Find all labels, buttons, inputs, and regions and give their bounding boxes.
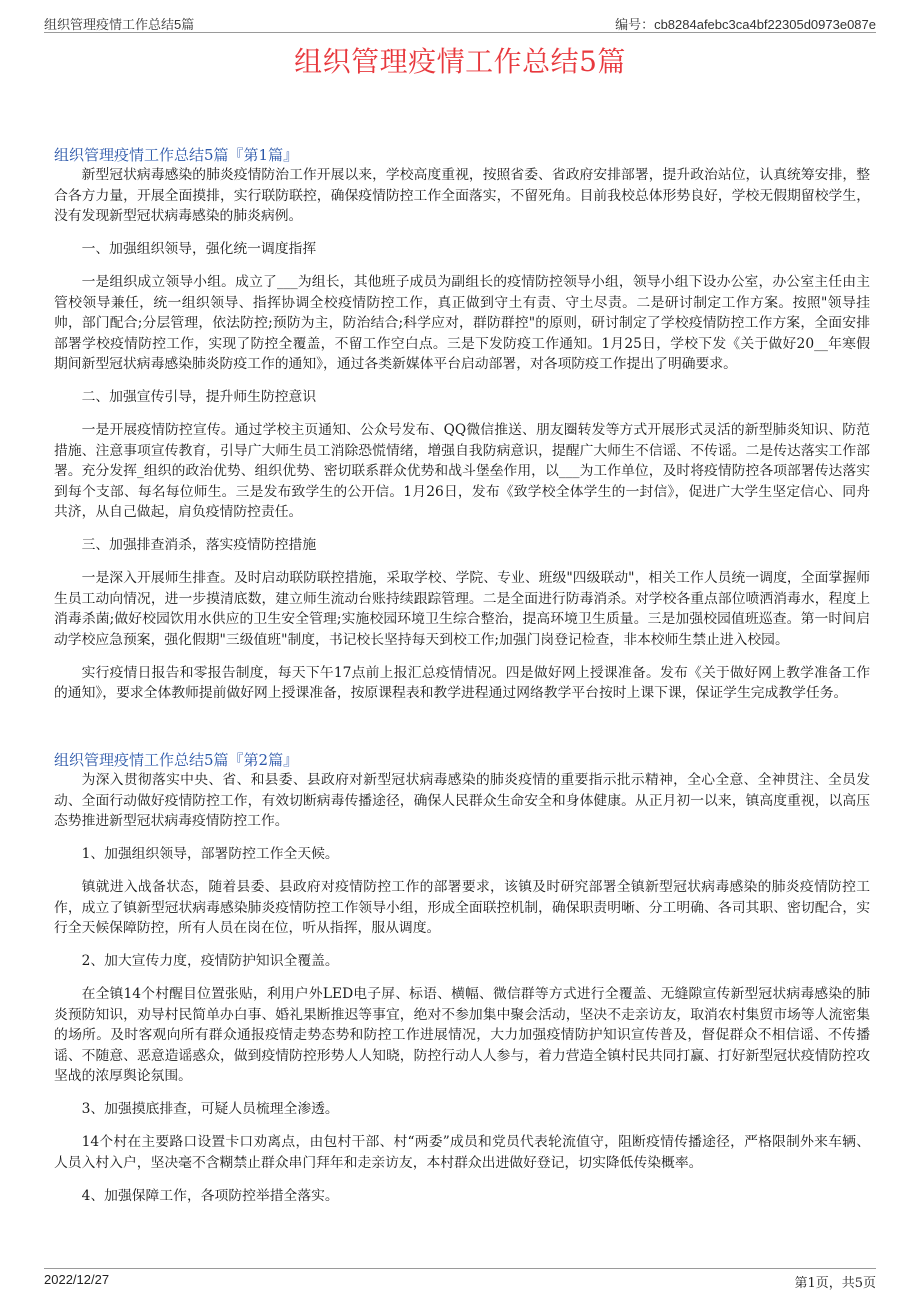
subheading: 2、加大宣传力度，疫情防护知识全覆盖。 (81, 953, 339, 969)
paragraph: 一是深入开展师生排查。及时启动联防联控措施，采取学校、学院、专业、班级"四级联动"，相关工作人员统一调度，全面掌握师生员工动向情况，进一步摸清底数，建立师生流动台账持续跟踪管理。二是全面进行防毒消杀。对学校各重点部位喷洒消毒水，程度上消毒杀菌;做好校园饮用水供应的卫生安全管理;实施校园环境卫生综合整治，提高环境卫生质量。三是加强校园值班巡查。第一时间启动学校应急预案，强化假期"三级值班"制度，书记校长坚持每天到校工作;加强门岗登记检查，非本校师生禁止进入校园。 (54, 570, 870, 648)
page-title: 组织管理疫情工作总结5篇 (294, 45, 626, 78)
subheading: 二、加强宣传引导，提升师生防控意识 (81, 389, 317, 405)
header-doc-code: 编号：cb8284afebc3ca4bf22305d0973e087e (615, 17, 876, 32)
subheading: 一、加强组织领导，强化统一调度指挥 (81, 241, 317, 257)
section-gap (54, 716, 870, 750)
header-doc-name: 组织管理疫情工作总结5篇 (44, 17, 195, 32)
page-footer (44, 1268, 876, 1289)
section-1 (54, 145, 870, 704)
paragraph: 14个村在主要路口设置卡口劝离点，由包村干部、村“两委”成员和党员代表轮流值守，阻断疫情传播途径，严格限制外来车辆、人员入村入户，坚决毫不含糊禁止群众串门拜年和走亲访友，本村群众出进做好登记，切实降低传染概率。 (54, 1134, 870, 1171)
subheading: 三、加强排查消杀，落实疫情防控措施 (81, 537, 317, 553)
document-body (54, 145, 870, 1219)
subheading: 1、加强组织领导，部署防控工作全天候。 (81, 846, 339, 862)
subheading: 3、加强摸底排查，可疑人员梳理全渗透。 (81, 1101, 339, 1117)
section-1-heading: 组织管理疫情工作总结5篇『第1篇』 (54, 146, 299, 164)
footer-date: 2022/12/27 (44, 1272, 110, 1287)
paragraph: 在全镇14个村醒目位置张贴，利用户外LED电子屏、标语、横幅、微信群等方式进行全覆盖、无缝隙宣传新型冠状病毒感染的肺炎预防知识，劝导村民简单办白事、婚礼果断推迟等事宜，绝对不参加集中聚会活动，坚决不走亲访友，取消农村集贸市场等人流密集的场所。及时客观向所有群众通报疫情走势态势和防控工作进展情况，大力加强疫情防护知识宣传普及，督促群众不相信谣、不传播谣、不随意、恶意造谣惑众，做到疫情防控形势人人知晓，防控行动人人参与，着力营造全镇村民共同打赢、打好新型冠状疫情防控攻坚战的浓厚舆论氛围。 (54, 986, 870, 1084)
subheading: 4、加强保障工作，各项防控举措全落实。 (81, 1187, 339, 1204)
paragraph: 为深入贯彻落实中央、省、和县委、县政府对新型冠状病毒感染的肺炎疫情的重要指示批示精神，全心全意、全神贯注、全员发动、全面行动做好疫情防控工作，有效切断病毒传播途径，确保人民群众生命安全和身体健康。从正月初一以来，镇高度重视，以高压态势推进新型冠状病毒疫情防控工作。 (54, 772, 870, 829)
paragraph: 一是开展疫情防控宣传。通过学校主页通知、公众号发布、QQ微信推送、朋友圈转发等方式开展形式灵活的新型肺炎知识、防范措施、注意事项宣传教育，引导广大师生员工消除恐慌情绪，增强自我防病意识，提醒广大师生不信谣、不传谣。二是传达落实工作部署。充分发挥_组织的政治优势、组织优势、密切联系群众优势和战斗堡垒作用，以___为工作单位，及时将疫情防控各项部署传达落实到每个支部、每名每位师生。三是发布致学生的公开信。1月26日，发布《致学校全体学生的一封信》，促进广大学生坚定信心、同舟共济，从自己做起，肩负疫情防控责任。 (54, 422, 870, 520)
section-2-heading: 组织管理疫情工作总结5篇『第2篇』 (54, 751, 299, 769)
paragraph: 新型冠状病毒感染的肺炎疫情防治工作开展以来，学校高度重视，按照省委、省政府安排部署，提升政治站位，认真统筹安排，整合各方力量，开展全面摸排，实行联防联控，确保疫情防控工作全面落实，不留死角。目前我校总体形势良好，学校无假期留校学生，没有发现新型冠状病毒感染的肺炎病例。 (54, 167, 870, 224)
page-header (44, 12, 876, 33)
page-number: 第1页，共5页 (794, 1276, 876, 1291)
paragraph: 实行疫情日报告和零报告制度，每天下午17点前上报汇总疫情情况。四是做好网上授课准备。发布《关于做好网上教学准备工作的通知》，要求全体教师提前做好网上授课准备，按原课程表和教学进程通过网络教学平台按时上课下课，保证学生完成教学任务。 (54, 664, 870, 701)
paragraph: 一是组织成立领导小组。成立了___为组长，其他班子成员为副组长的疫情防控领导小组，领导小组下设办公室，办公室主任由主管校领导兼任，统一组织领导、指挥协调全校疫情防控工作，真正做到守土有责、守土尽责。二是研讨制定工作方案。按照"领导挂帅，部门配合;分层管理，依法防控;预防为主，防治结合;科学应对，群防群控"的原则，研讨制定了学校疫情防控工作方案，全面安排部署学校疫情防控工作，实现了防控全覆盖，不留工作空白点。三是下发防疫工作通知。1月25日，学校下发《关于做好20__年寒假期间新型冠状病毒感染肺炎防疫工作的通知》，通过各类新媒体平台启动部署，对各项防疫工作提出了明确要求。 (54, 274, 870, 372)
section-2 (54, 750, 870, 1206)
paragraph: 镇就进入战备状态，随着县委、县政府对疫情防控工作的部署要求，该镇及时研究部署全镇新型冠状病毒感染的肺炎疫情防控工作，成立了镇新型冠状病毒感染肺炎疫情防控工作领导小组，形成全面联控机制，确保职责明晰、分工明确、各司其职、密切配合，实行全天候保障防控，所有人员在岗在位，听从指挥，服从调度。 (54, 879, 870, 936)
